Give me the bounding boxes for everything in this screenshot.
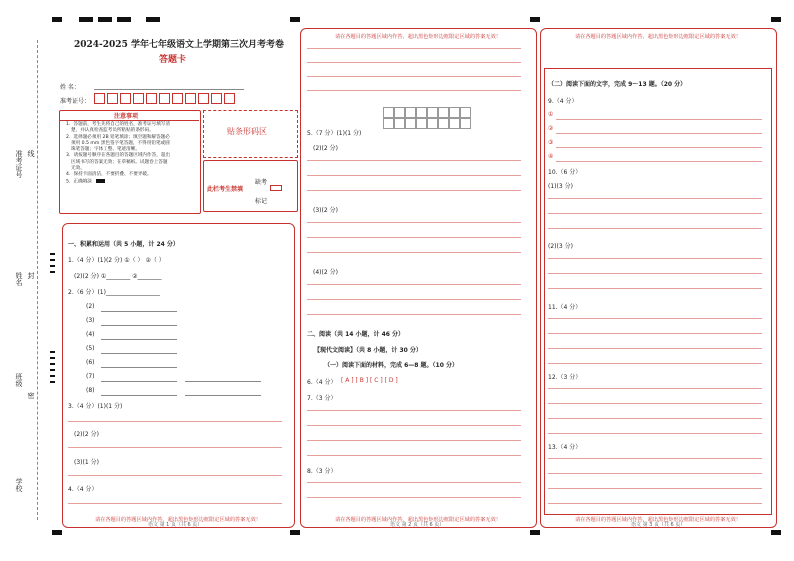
timing-mark xyxy=(50,375,55,377)
timing-mark xyxy=(50,369,55,371)
answer-line[interactable] xyxy=(68,447,282,448)
notice-title: 注意事项 xyxy=(114,113,139,120)
q7-label: 7.（3 分） xyxy=(307,395,337,402)
q10-label: 10.（6 分） xyxy=(548,169,582,176)
page-title: 2024-2025 学年七年级语文上学期第三次月考考卷 xyxy=(74,40,284,50)
answer-line[interactable] xyxy=(307,62,521,63)
answer-line[interactable] xyxy=(307,440,521,441)
q13-label: 13.（4 分） xyxy=(548,444,582,451)
answer-line[interactable] xyxy=(548,228,762,229)
q2-item-line[interactable] xyxy=(101,367,177,368)
q5-part4: (4)(2 分) xyxy=(313,269,338,276)
q3-part3: (3)(1 分) xyxy=(74,459,99,466)
answer-line[interactable] xyxy=(307,237,521,238)
timing-mark xyxy=(50,253,55,255)
side-label-name: 姓名 xyxy=(15,272,23,286)
align-mark xyxy=(52,530,62,535)
q12-label: 12.（3 分） xyxy=(548,374,582,381)
grid-cell[interactable] xyxy=(405,107,416,118)
align-mark xyxy=(290,17,300,22)
q2-item-label: (7) xyxy=(86,373,95,380)
name-field[interactable] xyxy=(94,89,244,90)
answer-line[interactable] xyxy=(68,421,282,422)
exam-no-cell[interactable] xyxy=(224,93,235,104)
q6-options[interactable]: [ A ] [ B ] [ C ] [ D ] xyxy=(341,377,398,384)
q2-item-line[interactable] xyxy=(101,339,177,340)
side-label-line: 线 xyxy=(27,150,35,157)
q1-part1: 1.（4 分）(1)(2 分) ①（ ） ②（ ） xyxy=(68,257,165,264)
filled-bubble-example xyxy=(96,179,105,183)
timing-mark xyxy=(50,381,55,383)
answer-line[interactable] xyxy=(307,410,521,411)
q2-item-line[interactable] xyxy=(101,353,177,354)
timing-mark xyxy=(50,351,55,353)
exam-no-label: 准考证号： xyxy=(60,98,91,105)
section-2b-title: （二）阅读下面的文字，完成 9～13 题。（20 分） xyxy=(548,81,687,88)
answer-line[interactable] xyxy=(307,222,521,223)
section-2-title: 二、阅读（共 14 小题，计 46 分） xyxy=(307,331,405,338)
barcode-label: 贴条形码区 xyxy=(227,127,267,136)
grid-cell[interactable] xyxy=(438,107,449,118)
answer-card-subtitle: 答题卡 xyxy=(159,55,187,65)
grid-cell[interactable] xyxy=(405,118,416,129)
side-label-seal: 封 xyxy=(27,272,35,279)
answer-line[interactable] xyxy=(307,175,521,176)
answer-line[interactable] xyxy=(548,473,762,474)
align-mark xyxy=(146,17,160,22)
footer-page-2: 语文 第 2 页（共 6 页） xyxy=(390,522,445,528)
align-mark xyxy=(117,17,131,22)
answer-region-1[interactable] xyxy=(62,223,295,528)
grid-cell[interactable] xyxy=(449,107,460,118)
timing-mark xyxy=(50,363,55,365)
answer-line[interactable] xyxy=(307,299,521,300)
answer-line[interactable] xyxy=(307,252,521,253)
exam-no-cell[interactable] xyxy=(172,93,183,104)
grid-cell[interactable] xyxy=(416,118,427,129)
exam-no-cell[interactable] xyxy=(133,93,144,104)
answer-line[interactable] xyxy=(556,147,762,148)
q2-item-label: (2) xyxy=(86,303,95,310)
q4-label: 4.（4 分） xyxy=(68,486,98,493)
footer-page-1: 语文 第 1 页（共 6 页） xyxy=(148,522,203,528)
grid-cell[interactable] xyxy=(460,107,471,118)
exam-no-cell[interactable] xyxy=(159,93,170,104)
q9-item-label: ④ xyxy=(548,153,554,160)
exam-no-cell[interactable] xyxy=(107,93,118,104)
align-mark xyxy=(771,530,781,535)
warning-col2-top: 请在各题目的答题区域内作答，超出黑色矩形边框限定区域的答案无效！ xyxy=(334,34,501,40)
answer-line[interactable] xyxy=(548,458,762,459)
exam-no-cell[interactable] xyxy=(198,93,209,104)
warning-col2-bottom: 请在各题目的答题区域内作答，超出黑色矩形边框限定区域的答案无效！ xyxy=(334,517,501,523)
binding-dashed-line xyxy=(37,40,38,520)
answer-line[interactable] xyxy=(548,433,762,434)
q3-part2: (2)(2 分) xyxy=(74,431,99,438)
grid-cell[interactable] xyxy=(394,118,405,129)
answer-line[interactable] xyxy=(548,418,762,419)
align-mark xyxy=(530,17,540,22)
q9-item-label: ③ xyxy=(548,139,554,146)
exam-no-cell[interactable] xyxy=(94,93,105,104)
modern-reading-title: 【现代文阅读】（共 8 小题，计 30 分） xyxy=(314,347,422,354)
grid-cell[interactable] xyxy=(394,107,405,118)
exam-no-cell[interactable] xyxy=(211,93,222,104)
warning-col3-top: 请在各题目的答题区域内作答，超出黑色矩形边框限定区域的答案无效！ xyxy=(574,34,741,40)
grid-cell[interactable] xyxy=(427,118,438,129)
answer-line[interactable] xyxy=(307,482,521,483)
q3-part1: 3.（4 分）(1)(1 分) xyxy=(68,403,123,410)
q1-part2: (2)(2 分) ①________ ②________ xyxy=(74,273,162,280)
q8-label: 8.（3 分） xyxy=(307,468,337,475)
answer-line[interactable] xyxy=(548,198,762,199)
timing-mark xyxy=(50,259,55,261)
q2-item-line[interactable] xyxy=(101,395,177,396)
grid-cell[interactable] xyxy=(449,118,460,129)
side-label-secret: 密 xyxy=(27,392,35,399)
q5-part2: (2)(2 分) xyxy=(313,145,338,152)
q2-item-line[interactable] xyxy=(101,311,177,312)
answer-line[interactable] xyxy=(548,333,762,334)
answer-line[interactable] xyxy=(548,258,762,259)
timing-mark xyxy=(50,265,55,267)
q2-item-line[interactable] xyxy=(101,325,177,326)
answer-line[interactable] xyxy=(548,273,762,274)
absent-mark-label: 标记 xyxy=(255,198,268,205)
q2-item-label: (3) xyxy=(86,317,95,324)
answer-line[interactable] xyxy=(307,314,521,315)
answer-line[interactable] xyxy=(307,190,521,191)
warning-col1: 请在各题目的答题区域内作答，超出黑色矩形边框限定区域的答案无效！ xyxy=(94,517,261,523)
q2-item-label: (5) xyxy=(86,345,95,352)
absent-bubble[interactable] xyxy=(270,185,282,191)
exam-no-cell[interactable] xyxy=(146,93,157,104)
align-mark xyxy=(290,530,300,535)
exam-no-cell[interactable] xyxy=(185,93,196,104)
answer-line[interactable] xyxy=(556,119,762,120)
section-1-title: 一、积累和运用（共 5 小题，计 24 分） xyxy=(68,241,179,248)
q2-item-line[interactable] xyxy=(101,381,177,382)
side-label-class: 班级 xyxy=(15,373,23,387)
q5-part1: 5.（7 分）(1)(1 分) xyxy=(307,130,362,137)
q9-label: 9.（4 分） xyxy=(548,98,578,105)
align-mark xyxy=(771,17,781,22)
notice-list: 1．答题前，考生先将自己的姓名，准考证号填写清 楚，并认真检查监考员所粘贴的条形码。 2．选择题必须用 2B 铅笔填涂；填空题和解答题必 须用 0.5 mm 黑色签字笔答题，不得用铅笔或圆 珠笔答题；字体工整、笔迹清晰。 3．请按题号顺序在各题目的答题区域内作答，超出 区域书写的答案无效；在草稿纸、试题卷上答题 无效。 4．保持卡面清洁，不要折叠、不要弄破。 5．正确填涂 xyxy=(66,122,170,185)
answer-line[interactable] xyxy=(68,475,282,476)
answer-line[interactable] xyxy=(548,363,762,364)
answer-line[interactable] xyxy=(556,161,762,162)
grid-cell[interactable] xyxy=(383,118,394,129)
q9-item-label: ② xyxy=(548,125,554,132)
q2-item-label: (6) xyxy=(86,359,95,366)
q2-part1: 2.（6 分）(1)__________________ xyxy=(68,289,160,296)
q9-item-label: ① xyxy=(548,111,554,118)
q2-item-label: (8) xyxy=(86,387,95,394)
q10-part1: (1)(3 分) xyxy=(548,183,573,190)
exam-no-cell[interactable] xyxy=(120,93,131,104)
q2-item-label: (4) xyxy=(86,331,95,338)
reading-1-title: （一）阅读下面的材料，完成 6—8 题。（10 分） xyxy=(324,362,458,369)
align-mark xyxy=(52,17,62,22)
align-mark xyxy=(530,530,540,535)
q11-label: 11.（4 分） xyxy=(548,304,582,311)
answer-line[interactable] xyxy=(307,160,521,161)
q10-part2: (2)(3 分) xyxy=(548,243,573,250)
q2-item-line[interactable] xyxy=(185,395,261,396)
timing-mark xyxy=(50,271,55,273)
side-label-school: 学校 xyxy=(15,478,23,492)
name-label: 姓 名： xyxy=(60,84,80,91)
grid-cell[interactable] xyxy=(438,118,449,129)
answer-line[interactable] xyxy=(307,48,521,49)
side-label-exam-no: 准考证号 xyxy=(15,150,23,178)
answer-region-2[interactable] xyxy=(300,28,537,528)
answer-line[interactable] xyxy=(68,503,282,504)
absent-label: 缺考 xyxy=(255,179,268,186)
footer-page-3: 语文 第 3 页（共 6 页） xyxy=(631,522,686,528)
absence-forbidden-label: 此栏考生禁填 xyxy=(207,186,244,193)
align-mark xyxy=(79,17,93,22)
answer-line[interactable] xyxy=(548,503,762,504)
answer-line[interactable] xyxy=(548,213,762,214)
answer-line[interactable] xyxy=(548,318,762,319)
answer-line[interactable] xyxy=(548,348,762,349)
warning-col3-bottom: 请在各题目的答题区域内作答，超出黑色矩形边框限定区域的答案无效！ xyxy=(574,517,741,523)
answer-line[interactable] xyxy=(307,497,521,498)
grid-cell[interactable] xyxy=(383,107,394,118)
align-mark xyxy=(98,17,112,22)
grid-cell[interactable] xyxy=(416,107,427,118)
answer-line[interactable] xyxy=(556,133,762,134)
grid-cell[interactable] xyxy=(460,118,471,129)
q2-item-line[interactable] xyxy=(185,381,261,382)
q6-label: 6.（4 分） xyxy=(307,379,337,386)
answer-line[interactable] xyxy=(307,425,521,426)
q5-part3: (3)(2 分) xyxy=(313,207,338,214)
grid-cell[interactable] xyxy=(427,107,438,118)
answer-line[interactable] xyxy=(307,455,521,456)
answer-line[interactable] xyxy=(548,288,762,289)
answer-line[interactable] xyxy=(548,403,762,404)
answer-line[interactable] xyxy=(307,90,521,91)
answer-line[interactable] xyxy=(548,388,762,389)
answer-line[interactable] xyxy=(307,284,521,285)
answer-line[interactable] xyxy=(548,488,762,489)
answer-line[interactable] xyxy=(307,76,521,77)
timing-mark xyxy=(50,357,55,359)
